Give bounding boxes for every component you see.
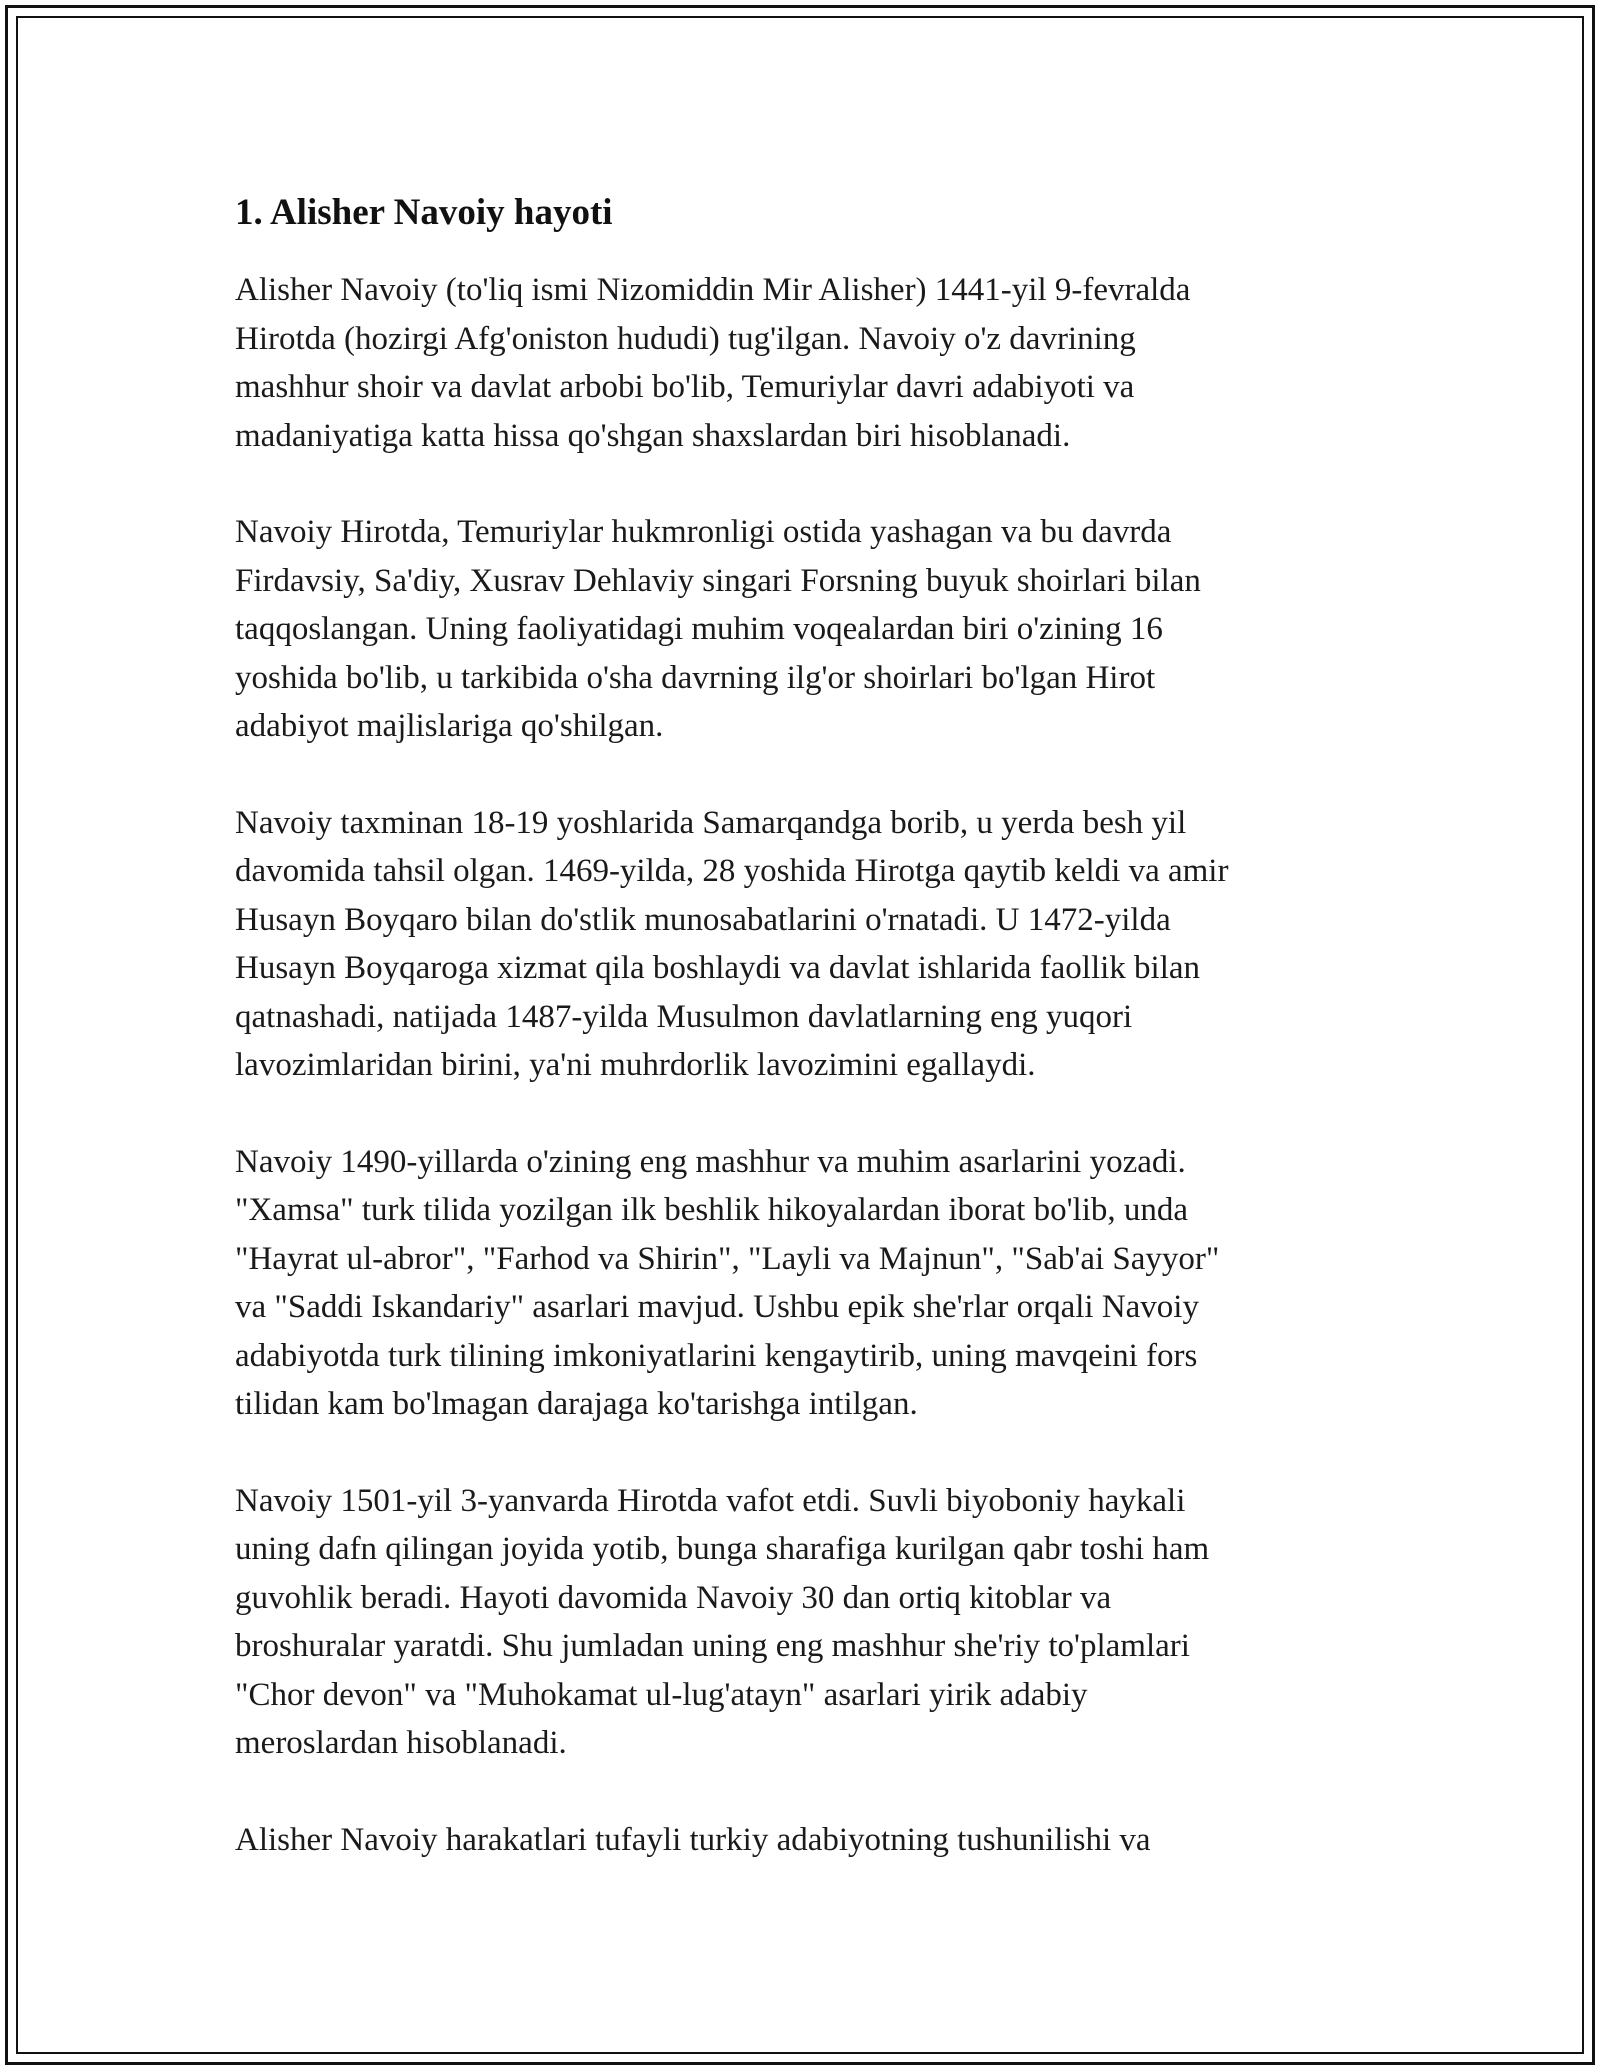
paragraph-3: Navoiy taxminan 18-19 yoshlarida Samarqandga borib, u yerda besh yil davomida tahsil olgan. 1469-yilda, 28 yoshida Hirotga qaytib keldi va amir Husayn Boyqaro bilan do'stlik munosabatlarini o'rnatadi. U 1472-yilda Husayn Boyqaroga xizmat qila boshlaydi va davlat ishlarida faollik bilan qatnashadi, natijada 1487-yilda Musulmon davlatlarning eng yuqori lavozimlaridan birini, ya'ni muhrdorlik lavozimini egallaydi. xyxy=(235,804,1229,1083)
page-title: 1. Alisher Navoiy hayoti xyxy=(235,192,613,233)
document-body xyxy=(235,188,1345,1912)
paragraph-2: Navoiy Hirotda, Temuriylar hukmronligi ostida yashagan va bu davrda Firdavsiy, Sa'diy, Xusrav Dehlaviy singari Forsning buyuk shoirlari bilan taqqoslangan. Uning faoliyatidagi muhim voqealardan biri o'zining 16 yoshida bo'lib, u tarkibida o'sha davrning ilg'or shoirlari bo'lgan Hirot adabiyot majlislariga qo'shilgan. xyxy=(235,514,1201,744)
paragraph-1: Alisher Navoiy (to'liq ismi Nizomiddin Mir Alisher) 1441-yil 9-fevralda Hirotda (hozirgi Afg'oniston hududi) tug'ilgan. Navoiy o'z davrining mashhur shoir va davlat arbobi bo'lib, Temuriylar davri adabiyoti va madaniyatiga katta hissa qo'shgan shaxslardan biri hisoblanadi. xyxy=(235,272,1191,454)
paragraph-6: Alisher Navoiy harakatlari tufayli turkiy adabiyotning tushunilishi va xyxy=(235,1821,1151,1858)
paragraph-5: Navoiy 1501-yil 3-yanvarda Hirotda vafot etdi. Suvli biyoboniy haykali uning dafn qilingan joyida yotib, bunga sharafiga kurilgan qabr toshi ham guvohlik beradi. Hayoti davomida Navoiy 30 dan ortiq kitoblar va broshuralar yaratdi. Shu jumladan uning eng mashhur she'riy to'plamlari "Chor devon" va "Muhokamat ul-lug'atayn" asarlari yirik adabiy meroslardan hisoblanadi. xyxy=(235,1482,1210,1761)
paragraph-4: Navoiy 1490-yillarda o'zining eng mashhur va muhim asarlarini yozadi. "Xamsa" turk tilida yozilgan ilk beshlik hikoyalardan iborat bo'lib, unda "Hayrat ul-abror", "Farhod va Shirin", "Layli va Majnun", "Sab'ai Sayyor" va "Saddi Iskandariy" asarlari mavjud. Ushbu epik she'rlar orqali Navoiy adabiyotda turk tilining imkoniyatlarini kengaytirib, uning mavqeini fors tilidan kam bo'lmagan darajaga ko'tarishga intilgan. xyxy=(235,1143,1220,1422)
